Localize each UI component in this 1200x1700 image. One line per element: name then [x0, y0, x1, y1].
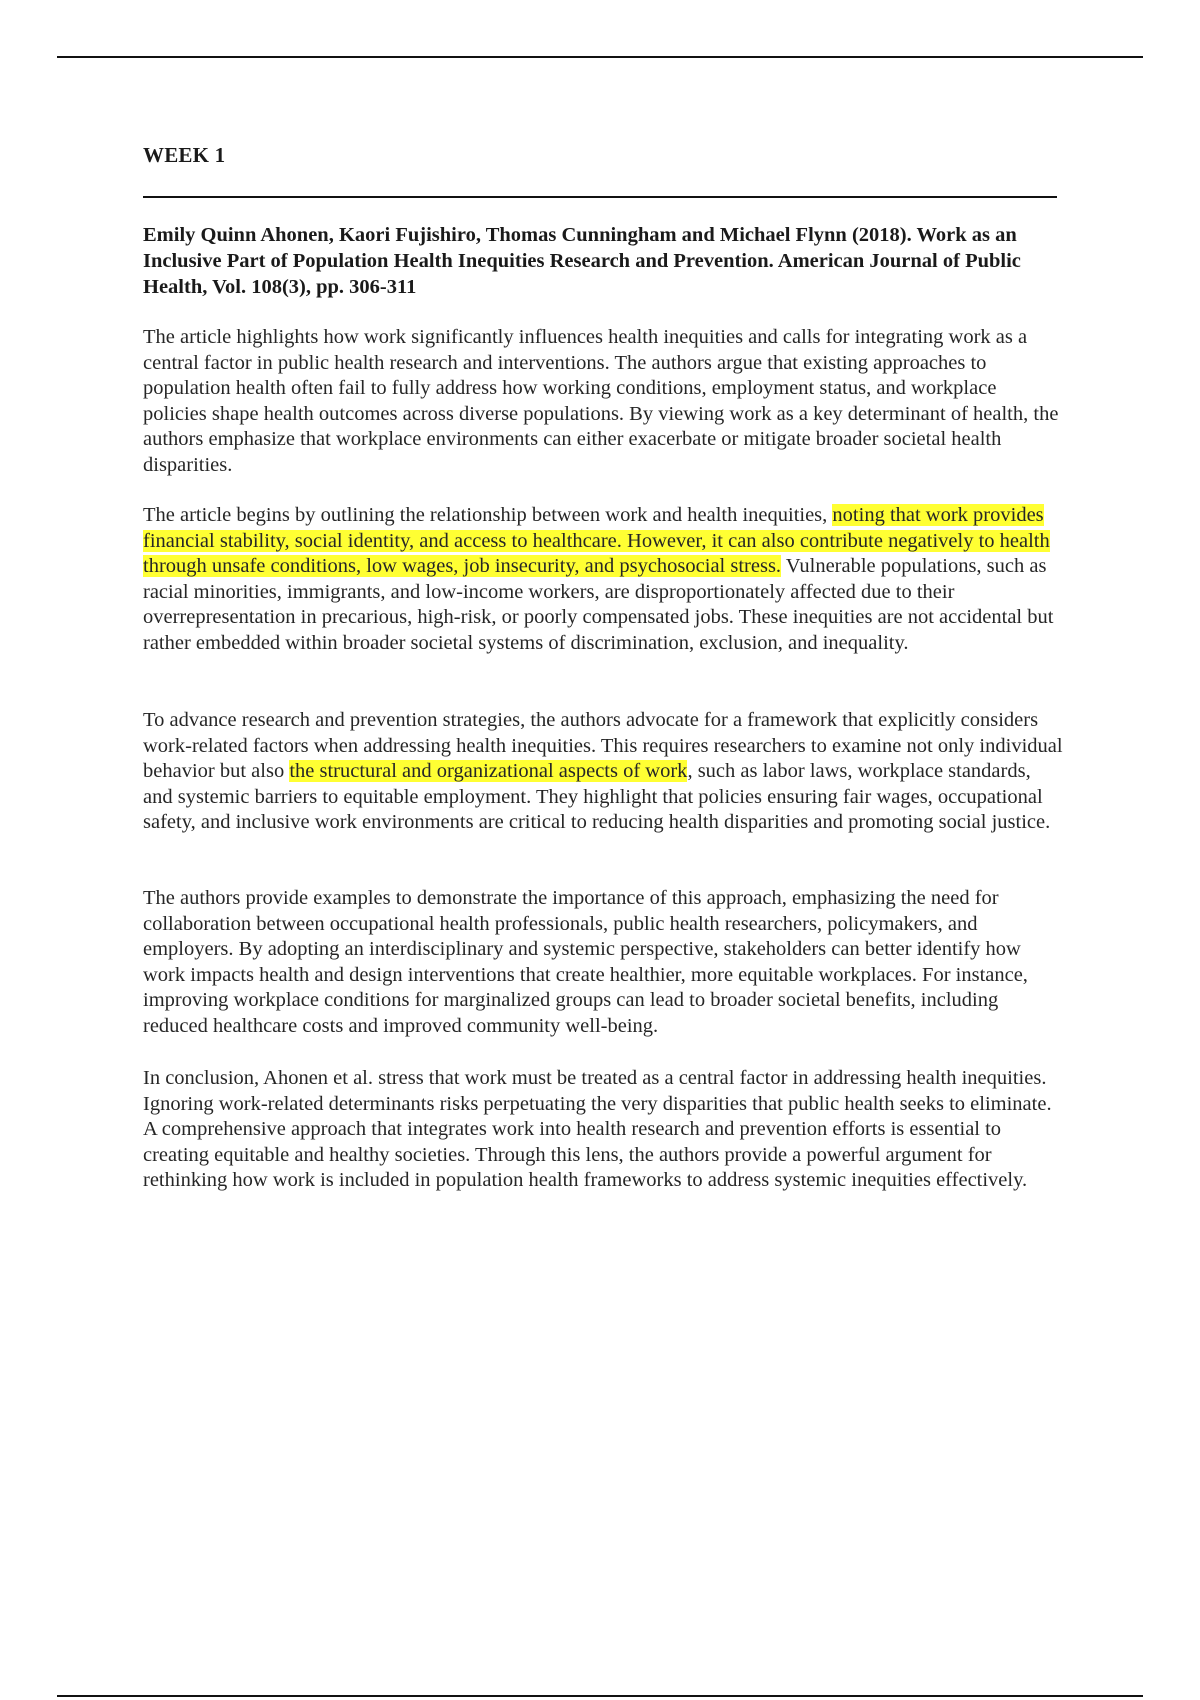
- paragraph-relationship: [143, 503, 1063, 656]
- highlighted-text: noting that work provides financial stability, social identity, and access to healthcare. However, it can also contribute negatively to health through unsafe conditions, low wages, job insecurity, and psychosocial stress.: [143, 504, 1050, 577]
- week-heading: WEEK 1: [143, 143, 226, 167]
- paragraph-framework: [143, 708, 1063, 836]
- paragraph-examples: The authors provide examples to demonstrate the importance of this approach, emphasizing the need for collaboration between occupational health professionals, public health researchers, policymakers, and employers. By adopting an interdisciplinary and systemic perspective, stakeholders can better identify how work impacts health and design interventions that create healthier, more equitable workplaces. For instance, improving workplace conditions for marginalized groups can lead to broader societal benefits, including reduced healthcare costs and improved community well-being.: [143, 887, 1028, 1037]
- paragraph-text: Vulnerable populations, such as racial minorities, immigrants, and low-income workers, are disproportionately affected due to their overrepresentation in precarious, high-risk, or poorly compensated jobs. These inequities are not accidental but rather embedded within broader societal systems of discrimination, exclusion, and inequality.: [143, 555, 1054, 654]
- paragraph-text: The article begins by outlining the relationship between work and health inequities,: [143, 504, 833, 526]
- article-citation: Emily Quinn Ahonen, Kaori Fujishiro, Thomas Cunningham and Michael Flynn (2018). Work as an Inclusive Part of Population Health Inequities Research and Prevention. American Journal of Public Health, Vol. 108(3), pp. 306-311: [143, 224, 1021, 298]
- paragraph-text: To advance research and prevention strategies, the authors advocate for a framework that explicitly considers work-related factors when addressing health inequities. This requires researchers to examine not only individual behavior but also: [143, 709, 1063, 782]
- heading-underline-rule: [143, 196, 1057, 198]
- paragraph-text: , such as labor laws, workplace standards, and systemic barriers to equitable employment. They highlight that policies ensuring fair wages, occupational safety, and inclusive work environments are critical to reducing health disparities and promoting social justice.: [143, 760, 1051, 833]
- page-bottom-rule: [57, 1695, 1143, 1697]
- paragraph-conclusion: In conclusion, Ahonen et al. stress that work must be treated as a central factor in addressing health inequities. Ignoring work-related determinants risks perpetuating the very disparities that public health seeks to eliminate. A comprehensive approach that integrates work into health research and prevention efforts is essential to creating equitable and healthy societies. Through this lens, the authors provide a powerful argument for rethinking how work is included in population health frameworks to address systemic inequities effectively.: [143, 1067, 1052, 1191]
- page-top-rule: [57, 56, 1143, 58]
- paragraph-summary: The article highlights how work significantly influences health inequities and calls for integrating work as a central factor in public health research and interventions. The authors argue that existing approaches to population health often fail to fully address how working conditions, employment status, and workplace policies shape health outcomes across diverse populations. By viewing work as a key determinant of health, the authors emphasize that workplace environments can either exacerbate or mitigate broader societal health disparities.: [143, 326, 1059, 476]
- highlighted-text: the structural and organizational aspects of work: [289, 760, 688, 782]
